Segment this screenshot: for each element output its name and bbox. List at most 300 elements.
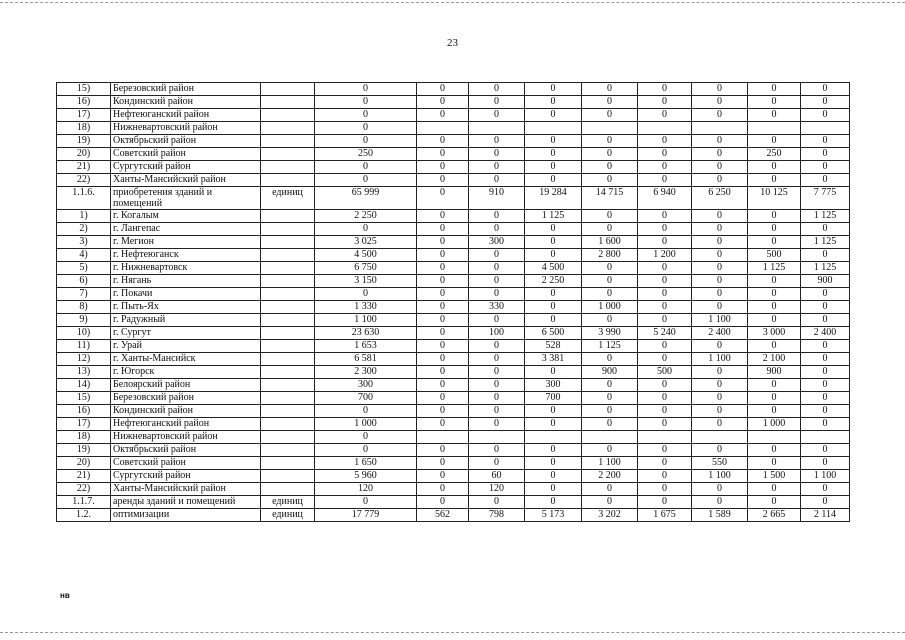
value-cell: 0 <box>638 392 692 405</box>
value-cell: 0 <box>315 96 417 109</box>
row-unit <box>261 161 315 174</box>
table-row <box>57 470 850 483</box>
value-cell: 6 940 <box>638 187 692 210</box>
value-cell: 0 <box>692 148 748 161</box>
value-cell: 0 <box>748 392 801 405</box>
value-cell: 2 400 <box>692 327 748 340</box>
value-cell: 0 <box>315 174 417 187</box>
table-row <box>57 288 850 301</box>
value-cell: 19 284 <box>525 187 582 210</box>
value-cell: 1 000 <box>315 418 417 431</box>
table-row <box>57 275 850 288</box>
value-cell: 0 <box>315 431 417 444</box>
bottom-edge-line <box>0 632 905 633</box>
value-cell: 0 <box>748 379 801 392</box>
row-name: г. Югорск <box>111 366 261 379</box>
value-cell: 0 <box>748 96 801 109</box>
value-cell: 0 <box>525 96 582 109</box>
value-cell: 0 <box>525 405 582 418</box>
value-cell: 0 <box>748 483 801 496</box>
value-cell: 250 <box>315 148 417 161</box>
table-row <box>57 301 850 314</box>
value-cell <box>638 122 692 135</box>
value-cell: 0 <box>417 418 469 431</box>
table-row <box>57 249 850 262</box>
value-cell: 0 <box>469 96 525 109</box>
row-number: 12) <box>57 353 111 366</box>
row-name: Нефтеюганский район <box>111 109 261 122</box>
value-cell: 0 <box>417 392 469 405</box>
value-cell <box>525 122 582 135</box>
value-cell: 0 <box>801 249 850 262</box>
value-cell: 0 <box>638 405 692 418</box>
value-cell: 0 <box>692 236 748 249</box>
value-cell: 0 <box>417 262 469 275</box>
value-cell: 0 <box>692 483 748 496</box>
row-name: Кондинский район <box>111 405 261 418</box>
value-cell: 2 400 <box>801 327 850 340</box>
value-cell: 0 <box>525 236 582 249</box>
row-name: Березовский район <box>111 83 261 96</box>
value-cell: 300 <box>315 379 417 392</box>
row-name: Нефтеюганский район <box>111 418 261 431</box>
value-cell: 0 <box>638 148 692 161</box>
row-number: 20) <box>57 457 111 470</box>
row-unit <box>261 135 315 148</box>
table-row <box>57 148 850 161</box>
value-cell: 0 <box>638 210 692 223</box>
value-cell: 3 025 <box>315 236 417 249</box>
value-cell <box>748 122 801 135</box>
row-unit <box>261 275 315 288</box>
value-cell: 0 <box>801 288 850 301</box>
value-cell: 0 <box>417 96 469 109</box>
value-cell: 0 <box>525 457 582 470</box>
value-cell: 0 <box>692 444 748 457</box>
row-unit <box>261 431 315 444</box>
table-row <box>57 161 850 174</box>
value-cell: 0 <box>525 135 582 148</box>
value-cell: 0 <box>638 379 692 392</box>
row-unit: единиц <box>261 187 315 210</box>
value-cell: 0 <box>801 379 850 392</box>
value-cell: 2 300 <box>315 366 417 379</box>
value-cell: 5 173 <box>525 509 582 522</box>
row-number: 20) <box>57 148 111 161</box>
value-cell: 0 <box>582 161 638 174</box>
value-cell: 0 <box>417 275 469 288</box>
value-cell: 550 <box>692 457 748 470</box>
value-cell: 1 500 <box>748 470 801 483</box>
value-cell: 0 <box>692 275 748 288</box>
value-cell: 0 <box>417 457 469 470</box>
value-cell: 0 <box>582 262 638 275</box>
row-number: 1) <box>57 210 111 223</box>
row-name: г. Мегион <box>111 236 261 249</box>
value-cell: 700 <box>315 392 417 405</box>
value-cell: 0 <box>801 314 850 327</box>
value-cell: 1 125 <box>801 262 850 275</box>
value-cell: 0 <box>801 83 850 96</box>
row-name: Сургутский район <box>111 470 261 483</box>
value-cell: 0 <box>417 353 469 366</box>
value-cell: 0 <box>692 109 748 122</box>
value-cell: 0 <box>417 210 469 223</box>
value-cell: 0 <box>582 288 638 301</box>
value-cell: 0 <box>469 161 525 174</box>
value-cell: 0 <box>638 496 692 509</box>
row-number: 13) <box>57 366 111 379</box>
value-cell: 14 715 <box>582 187 638 210</box>
value-cell: 0 <box>469 83 525 96</box>
table-row <box>57 210 850 223</box>
value-cell: 0 <box>315 109 417 122</box>
value-cell: 0 <box>525 301 582 314</box>
table-row <box>57 223 850 236</box>
row-number: 18) <box>57 122 111 135</box>
table-row <box>57 483 850 496</box>
value-cell: 120 <box>469 483 525 496</box>
row-number: 17) <box>57 418 111 431</box>
value-cell: 0 <box>582 96 638 109</box>
row-number: 17) <box>57 109 111 122</box>
value-cell: 528 <box>525 340 582 353</box>
row-number: 15) <box>57 392 111 405</box>
value-cell: 250 <box>748 148 801 161</box>
value-cell: 0 <box>692 249 748 262</box>
value-cell: 0 <box>582 496 638 509</box>
row-number: 1.1.7. <box>57 496 111 509</box>
value-cell: 0 <box>748 340 801 353</box>
value-cell: 0 <box>692 366 748 379</box>
value-cell: 3 000 <box>748 327 801 340</box>
value-cell: 0 <box>315 122 417 135</box>
value-cell: 0 <box>692 135 748 148</box>
value-cell: 0 <box>748 223 801 236</box>
value-cell: 0 <box>469 288 525 301</box>
value-cell: 1 100 <box>315 314 417 327</box>
value-cell: 0 <box>525 223 582 236</box>
value-cell: 0 <box>638 470 692 483</box>
table-row <box>57 444 850 457</box>
value-cell: 0 <box>525 314 582 327</box>
value-cell: 0 <box>315 288 417 301</box>
value-cell: 0 <box>801 392 850 405</box>
value-cell: 1 100 <box>801 470 850 483</box>
value-cell: 0 <box>525 288 582 301</box>
value-cell: 0 <box>417 496 469 509</box>
row-number: 22) <box>57 174 111 187</box>
row-name: г. Нягань <box>111 275 261 288</box>
value-cell: 0 <box>525 496 582 509</box>
row-unit <box>261 483 315 496</box>
row-unit <box>261 470 315 483</box>
value-cell: 2 665 <box>748 509 801 522</box>
value-cell: 0 <box>582 353 638 366</box>
value-cell: 0 <box>417 379 469 392</box>
row-number: 10) <box>57 327 111 340</box>
value-cell: 2 114 <box>801 509 850 522</box>
row-name: г. Когалым <box>111 210 261 223</box>
value-cell: 4 500 <box>525 262 582 275</box>
value-cell: 0 <box>417 483 469 496</box>
value-cell: 0 <box>748 444 801 457</box>
value-cell: 0 <box>692 210 748 223</box>
value-cell: 2 100 <box>748 353 801 366</box>
row-unit <box>261 122 315 135</box>
row-number: 21) <box>57 470 111 483</box>
value-cell: 0 <box>801 174 850 187</box>
row-unit <box>261 148 315 161</box>
value-cell: 0 <box>469 418 525 431</box>
row-unit <box>261 444 315 457</box>
row-unit <box>261 109 315 122</box>
value-cell: 0 <box>638 457 692 470</box>
value-cell: 0 <box>525 83 582 96</box>
value-cell: 0 <box>525 470 582 483</box>
value-cell: 0 <box>469 457 525 470</box>
value-cell: 0 <box>582 83 638 96</box>
row-name: Белоярский район <box>111 379 261 392</box>
table-row <box>57 431 850 444</box>
row-name: Нижневартовский район <box>111 122 261 135</box>
value-cell: 0 <box>582 109 638 122</box>
value-cell: 3 202 <box>582 509 638 522</box>
value-cell: 0 <box>582 392 638 405</box>
value-cell: 0 <box>417 405 469 418</box>
value-cell: 1 125 <box>748 262 801 275</box>
value-cell: 120 <box>315 483 417 496</box>
row-name: г. Покачи <box>111 288 261 301</box>
value-cell: 2 800 <box>582 249 638 262</box>
value-cell: 0 <box>525 174 582 187</box>
value-cell: 0 <box>315 83 417 96</box>
value-cell: 6 581 <box>315 353 417 366</box>
row-number: 18) <box>57 431 111 444</box>
value-cell: 0 <box>692 405 748 418</box>
row-unit <box>261 379 315 392</box>
row-unit <box>261 83 315 96</box>
value-cell: 0 <box>417 249 469 262</box>
value-cell: 0 <box>582 174 638 187</box>
value-cell: 0 <box>417 187 469 210</box>
value-cell: 1 653 <box>315 340 417 353</box>
value-cell: 0 <box>748 109 801 122</box>
value-cell: 0 <box>801 444 850 457</box>
value-cell: 3 990 <box>582 327 638 340</box>
row-unit <box>261 210 315 223</box>
value-cell: 0 <box>748 236 801 249</box>
table-row <box>57 262 850 275</box>
value-cell: 3 381 <box>525 353 582 366</box>
value-cell: 0 <box>692 418 748 431</box>
value-cell: 0 <box>582 405 638 418</box>
value-cell: 0 <box>469 210 525 223</box>
table-row <box>57 340 850 353</box>
value-cell: 0 <box>801 496 850 509</box>
table-row <box>57 236 850 249</box>
value-cell: 0 <box>638 444 692 457</box>
value-cell: 0 <box>801 353 850 366</box>
value-cell: 0 <box>525 444 582 457</box>
value-cell: 0 <box>417 314 469 327</box>
value-cell: 1 600 <box>582 236 638 249</box>
value-cell: 17 779 <box>315 509 417 522</box>
value-cell: 0 <box>748 161 801 174</box>
value-cell: 0 <box>748 174 801 187</box>
value-cell: 0 <box>801 161 850 174</box>
value-cell: 0 <box>748 457 801 470</box>
value-cell: 1 589 <box>692 509 748 522</box>
value-cell: 0 <box>582 314 638 327</box>
value-cell <box>801 122 850 135</box>
footer-mark: нв <box>60 591 70 600</box>
value-cell: 0 <box>469 392 525 405</box>
row-number: 9) <box>57 314 111 327</box>
value-cell: 0 <box>469 223 525 236</box>
table-row <box>57 496 850 509</box>
value-cell <box>469 431 525 444</box>
value-cell: 3 150 <box>315 275 417 288</box>
value-cell: 0 <box>525 109 582 122</box>
value-cell: 4 500 <box>315 249 417 262</box>
value-cell: 0 <box>315 161 417 174</box>
value-cell: 0 <box>525 483 582 496</box>
value-cell: 5 960 <box>315 470 417 483</box>
value-cell: 0 <box>638 483 692 496</box>
value-cell: 0 <box>417 236 469 249</box>
value-cell: 6 500 <box>525 327 582 340</box>
value-cell: 0 <box>638 174 692 187</box>
value-cell: 0 <box>692 288 748 301</box>
row-name: г. Нефтеюганск <box>111 249 261 262</box>
row-unit <box>261 353 315 366</box>
value-cell: 300 <box>525 379 582 392</box>
value-cell <box>692 431 748 444</box>
value-cell: 0 <box>582 483 638 496</box>
table-row <box>57 187 850 210</box>
value-cell: 0 <box>417 301 469 314</box>
value-cell: 0 <box>469 249 525 262</box>
value-cell: 0 <box>801 340 850 353</box>
row-name: г. Урай <box>111 340 261 353</box>
table-row <box>57 379 850 392</box>
value-cell: 0 <box>417 83 469 96</box>
value-cell: 0 <box>638 236 692 249</box>
row-name: г. Лангепас <box>111 223 261 236</box>
value-cell: 6 250 <box>692 187 748 210</box>
value-cell <box>801 431 850 444</box>
value-cell: 1 330 <box>315 301 417 314</box>
value-cell: 0 <box>638 314 692 327</box>
value-cell: 0 <box>417 327 469 340</box>
value-cell: 0 <box>638 135 692 148</box>
value-cell: 0 <box>417 223 469 236</box>
row-unit <box>261 301 315 314</box>
data-table <box>56 82 850 522</box>
row-name: Советский район <box>111 148 261 161</box>
value-cell: 1 100 <box>692 470 748 483</box>
value-cell: 0 <box>801 96 850 109</box>
value-cell: 0 <box>582 275 638 288</box>
row-name: г. Нижневартовск <box>111 262 261 275</box>
table-row <box>57 366 850 379</box>
top-edge-line <box>0 2 905 3</box>
value-cell: 300 <box>469 236 525 249</box>
value-cell: 330 <box>469 301 525 314</box>
value-cell: 0 <box>692 301 748 314</box>
value-cell: 0 <box>638 275 692 288</box>
value-cell: 0 <box>469 314 525 327</box>
value-cell: 0 <box>469 109 525 122</box>
row-name: Ханты-Мансийский район <box>111 483 261 496</box>
value-cell: 0 <box>748 496 801 509</box>
row-number: 19) <box>57 444 111 457</box>
value-cell: 0 <box>748 83 801 96</box>
table-row <box>57 509 850 522</box>
value-cell: 798 <box>469 509 525 522</box>
table-row <box>57 327 850 340</box>
row-name: Советский район <box>111 457 261 470</box>
value-cell: 0 <box>417 288 469 301</box>
row-name: г. Радужный <box>111 314 261 327</box>
row-name: аренды зданий и помещений <box>111 496 261 509</box>
value-cell: 0 <box>638 96 692 109</box>
value-cell: 1 125 <box>525 210 582 223</box>
value-cell: 1 125 <box>801 210 850 223</box>
value-cell: 0 <box>801 301 850 314</box>
row-number: 19) <box>57 135 111 148</box>
value-cell: 700 <box>525 392 582 405</box>
row-number: 7) <box>57 288 111 301</box>
row-number: 6) <box>57 275 111 288</box>
value-cell: 0 <box>748 301 801 314</box>
value-cell: 0 <box>469 444 525 457</box>
value-cell: 0 <box>582 148 638 161</box>
value-cell: 0 <box>801 457 850 470</box>
value-cell: 0 <box>748 288 801 301</box>
value-cell: 0 <box>469 405 525 418</box>
value-cell: 1 125 <box>801 236 850 249</box>
row-number: 5) <box>57 262 111 275</box>
value-cell: 0 <box>417 174 469 187</box>
value-cell: 1 125 <box>582 340 638 353</box>
value-cell: 0 <box>692 340 748 353</box>
value-cell: 0 <box>469 379 525 392</box>
row-name: Кондинский район <box>111 96 261 109</box>
value-cell: 0 <box>469 496 525 509</box>
row-unit <box>261 405 315 418</box>
value-cell: 0 <box>692 379 748 392</box>
value-cell: 0 <box>315 223 417 236</box>
value-cell: 0 <box>801 109 850 122</box>
row-unit <box>261 340 315 353</box>
value-cell: 0 <box>417 161 469 174</box>
row-unit <box>261 327 315 340</box>
value-cell: 0 <box>417 366 469 379</box>
value-cell: 23 630 <box>315 327 417 340</box>
value-cell: 0 <box>315 405 417 418</box>
value-cell <box>692 122 748 135</box>
value-cell: 0 <box>315 444 417 457</box>
value-cell: 500 <box>748 249 801 262</box>
value-cell: 0 <box>801 405 850 418</box>
row-unit <box>261 96 315 109</box>
row-name: г. Пыть-Ях <box>111 301 261 314</box>
row-name: Березовский район <box>111 392 261 405</box>
value-cell: 0 <box>315 496 417 509</box>
value-cell: 0 <box>692 223 748 236</box>
